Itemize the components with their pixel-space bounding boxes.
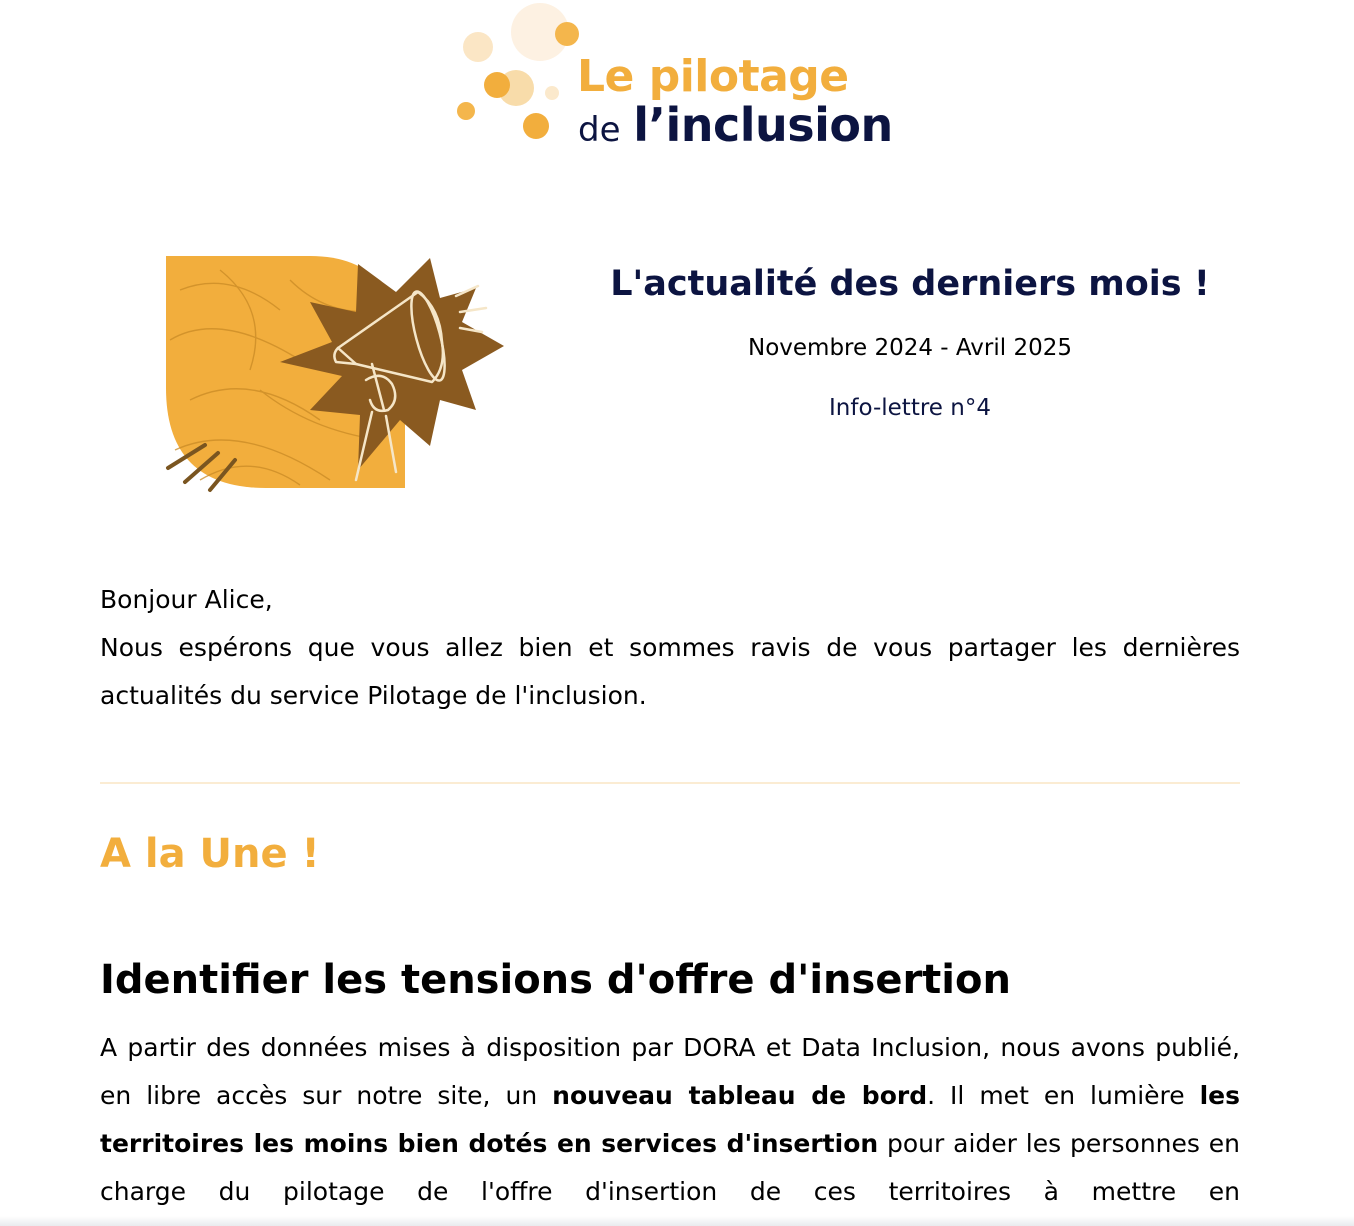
newsletter-date-range: Novembre 2024 - Avril 2025 (748, 335, 1072, 361)
article-text-part3: pour aider les personnes en charge du pilotage de l'offre d'insertion de ces territoires à mettre en (100, 1129, 1240, 1206)
article-paragraph (100, 1024, 1240, 1216)
article-text-part1: A partir des données mises à disposition par DORA et Data Inclusion, nous avons publié, en libre accès sur notre site, un (100, 1033, 1240, 1110)
bubbles-logo-icon (450, 0, 590, 150)
brand-logo[interactable] (450, 0, 910, 160)
scroll-shadow (0, 1216, 1354, 1226)
section-divider (100, 782, 1240, 784)
logo-prefix: de (578, 110, 621, 150)
article-text-part2: . Il met en lumière (927, 1081, 1200, 1110)
logo-title-line1: Le pilotage (577, 51, 849, 102)
greeting: Bonjour Alice, (100, 585, 273, 614)
logo-title-line2 (578, 97, 893, 158)
newsletter-title: L'actualité des derniers mois ! (610, 264, 1210, 304)
logo-main-word: l’inclusion (633, 98, 893, 152)
megaphone-illustration-icon (160, 250, 510, 500)
dashboard-link-text: nouveau tableau de bord (552, 1081, 928, 1110)
newsletter-issue-number: Info-lettre n°4 (829, 395, 991, 421)
article-title: Identifier les tensions d'offre d'insertion (100, 957, 1011, 1003)
section-heading: A la Une ! (100, 831, 320, 877)
newsletter-header (560, 262, 1260, 423)
intro-paragraph: Nous espérons que vous allez bien et sommes ravis de vous partager les dernières actualités du service Pilotage de l'inclusion. (100, 633, 1240, 710)
newsletter-body (100, 576, 1240, 1216)
article-highlight: les territoires les moins bien dotés en services d'insertion (100, 1081, 1241, 1158)
